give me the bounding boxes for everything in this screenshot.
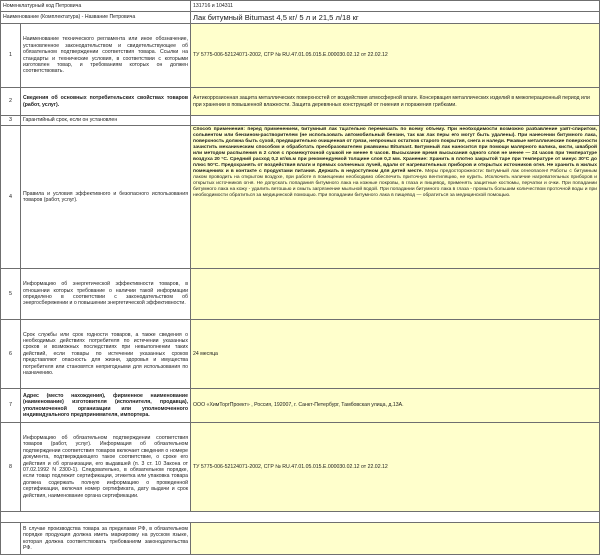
storage-text: Хранение: Хранить в плотно закрытой таре при температуре от минус 30°С до плюс 50°С. Предохранять от воздействия влаги и прямых солнечных лучей, вдали от нагревательных приборов и открытых источников огня. Не хранить в жилых помещениях и в контакте с продуктами питания. Держать в недоступном для детей месте. xyxy=(193,157,598,174)
table-row xyxy=(1,512,600,523)
row-label[interactable]: Номенклатурный код Петровича xyxy=(1,1,191,12)
row-number: 6 xyxy=(1,320,21,389)
table-row xyxy=(1,88,600,116)
row-number: 7 xyxy=(1,389,21,423)
row-value[interactable]: 24 месяца xyxy=(191,320,600,389)
row-label[interactable]: Правила и условия эффективного и безопасного использования товаров (работ, услуг). xyxy=(21,126,191,269)
row-number: 3 xyxy=(1,116,21,126)
row-label[interactable]: Информацию об обязательном подтверждении соответствия товаров (работ, услуг). Информация об обязательном подтверждении соответствия товаров включает сведения о номере документа, подтверждающего такое соответствие, о сроке его действия и об организации, его выдавшей (п. 3 ст. 10 Закона от 07.02.1992 N 2300-1). Следовательно, в обязательном порядке, если товар подлежит сертификации, этикетка или упаковка товара должна содержать полную информацию о проведенной сертификации, включая номер сертификата, дату выдачи и срок действия, наименование органа сертификации. xyxy=(21,423,191,512)
product-name[interactable]: Лак битумный Bitumast 4,5 кг/ 5 л и 21,5 л/18 кг xyxy=(191,12,600,24)
row-number: 8 xyxy=(1,423,21,512)
row-label[interactable]: В случае производства товара за пределами РФ, в обязательном порядке продукция должна иметь маркировку на русском языке, которая должна соответствовать требованиям законодательства РФ. xyxy=(21,523,191,555)
row-value[interactable]: ООО «ХимТоргПроект» , Россия, 192007, г. Санкт-Петербург, Тамбовская улица, д.13А. xyxy=(191,389,600,423)
precautions-text: Меры предосторожности: Битумный лак огнеопасен! Работы с битумным лаком проводить на открытом воздухе, при работе в помещении необходимо обеспечить приточную вентиляцию, не курить. Исключить наличие нагревательных приборов и открытых источников огня. Не допускать попадания битумного лака на кожные покровы, в глаза и пищевод, применять защитные костюмы, перчатки и очки. При попадании битумного лака на кожу - удалить ветошью и смыть загрязнение мыльной водой. При попадании битумного лака в глаза - промыть большим количеством проточной воды и при необходимости обратиться за медицинской помощью. При попадании битумного лака в пищевод — обратиться за медицинской помощью. xyxy=(193,169,598,198)
table-row xyxy=(1,269,600,320)
row-value[interactable] xyxy=(191,523,600,555)
row-value[interactable]: ТУ 5775-006-52124071-2002, СГР № RU.47.01.05.015.Е.000030.02.12 от 22.02.12 xyxy=(191,24,600,88)
row-label[interactable]: Наименование технического регламента или иное обозначение, установленное законодательством и свидетельствующее об обязательном подтверждении соответствия товара. Ссылки на стандарты и технические условия, в соответствии с которыми изготовлен товар, и требованиям которых он должен соответствовать. xyxy=(21,24,191,88)
row-value[interactable] xyxy=(191,116,600,126)
table-row xyxy=(1,12,600,24)
row-label[interactable]: Сведения об основных потребительских свойствах товаров (работ, услуг). xyxy=(21,88,191,116)
table-row xyxy=(1,523,600,555)
usage-method-text: Способ применения: перед применением, битумный лак тщательно перемешать по всему объему. При необходимости возможно разбавление уайт-спиритом, сольвентом или бензином-растворителем (не использовать автомобильный бензин, так как лак перы его могут быть удалены). При нанесении битумного лака, поверхность должна быть сухой, предварительно очищенная от грязи, непрочных остатков старого покрытия, снега и наледи. Ржавые металлические поверхности зачистить механическим способом и обработать преобразователем ржавчины Bitumast. Битумный лак наносится при помощи малярного валика, кисти, шваброй или методом распыления в 2 слоя с промежуточной сушкой не менее 6 часов. Высыхание время высыхания одного слоя не менее — 24 часов при температуре воздуха 20 °С. Средний расход 0,2 кг/кв.м при рекомендуемой толщине слоя 0,2 мм. xyxy=(193,127,598,162)
table-row xyxy=(1,126,600,269)
row-number: 1 xyxy=(1,24,21,88)
row-value[interactable] xyxy=(191,126,600,269)
row-number: 4 xyxy=(1,126,21,269)
row-value[interactable]: Антикоррозионная защита металлических поверхностей от воздействия атмосферной влаги. Консервация металлических изделий в межоперационный период или при хранении в повышенной влажности. Защита деревянных конструкций от гниения и поражения грибками. xyxy=(191,88,600,116)
row-label[interactable]: Гарантийный срок, если он установлен xyxy=(21,116,191,126)
row-value[interactable]: ТУ 5775-006-52124071-2002, СГР № RU.47.01.05.015.Е.000030.02.12 от 22.02.12 xyxy=(191,423,600,512)
table-row xyxy=(1,116,600,126)
row-label[interactable]: Адрес (место нахождения), фирменное наименование (наименование) изготовителя (исполнителя, продавца), уполномоченной организации или уполномоченного индивидуального предпринимателя, импортера. xyxy=(21,389,191,423)
table-row xyxy=(1,320,600,389)
row-number: 2 xyxy=(1,88,21,116)
table-row xyxy=(1,423,600,512)
row-label[interactable]: Наименование (Комплектатура) - Название Петровича xyxy=(1,12,191,24)
row-number: 5 xyxy=(1,269,21,320)
table-row xyxy=(1,389,600,423)
row-value[interactable]: 131716 и 104311 xyxy=(191,1,600,12)
table-row xyxy=(1,1,600,12)
table-row xyxy=(1,24,600,88)
row-label[interactable]: Срок службы или срок годности товаров, а также сведения о необходимых действиях потребителя по истечении указанных сроков и возможных последствиях при невыполнении таких действий, если товары по истечении указанных сроков представляют опасность для жизни, здоровья и имущества потребителя или становятся непригодными для использования по назначению. xyxy=(21,320,191,389)
row-value[interactable] xyxy=(191,269,600,320)
row-label[interactable]: Информацию об энергетической эффективности товаров, в отношении которых требование о наличии такой информации определено в соответствии с законодательством об энергосбережении и о повышении энергетической эффективности. xyxy=(21,269,191,320)
